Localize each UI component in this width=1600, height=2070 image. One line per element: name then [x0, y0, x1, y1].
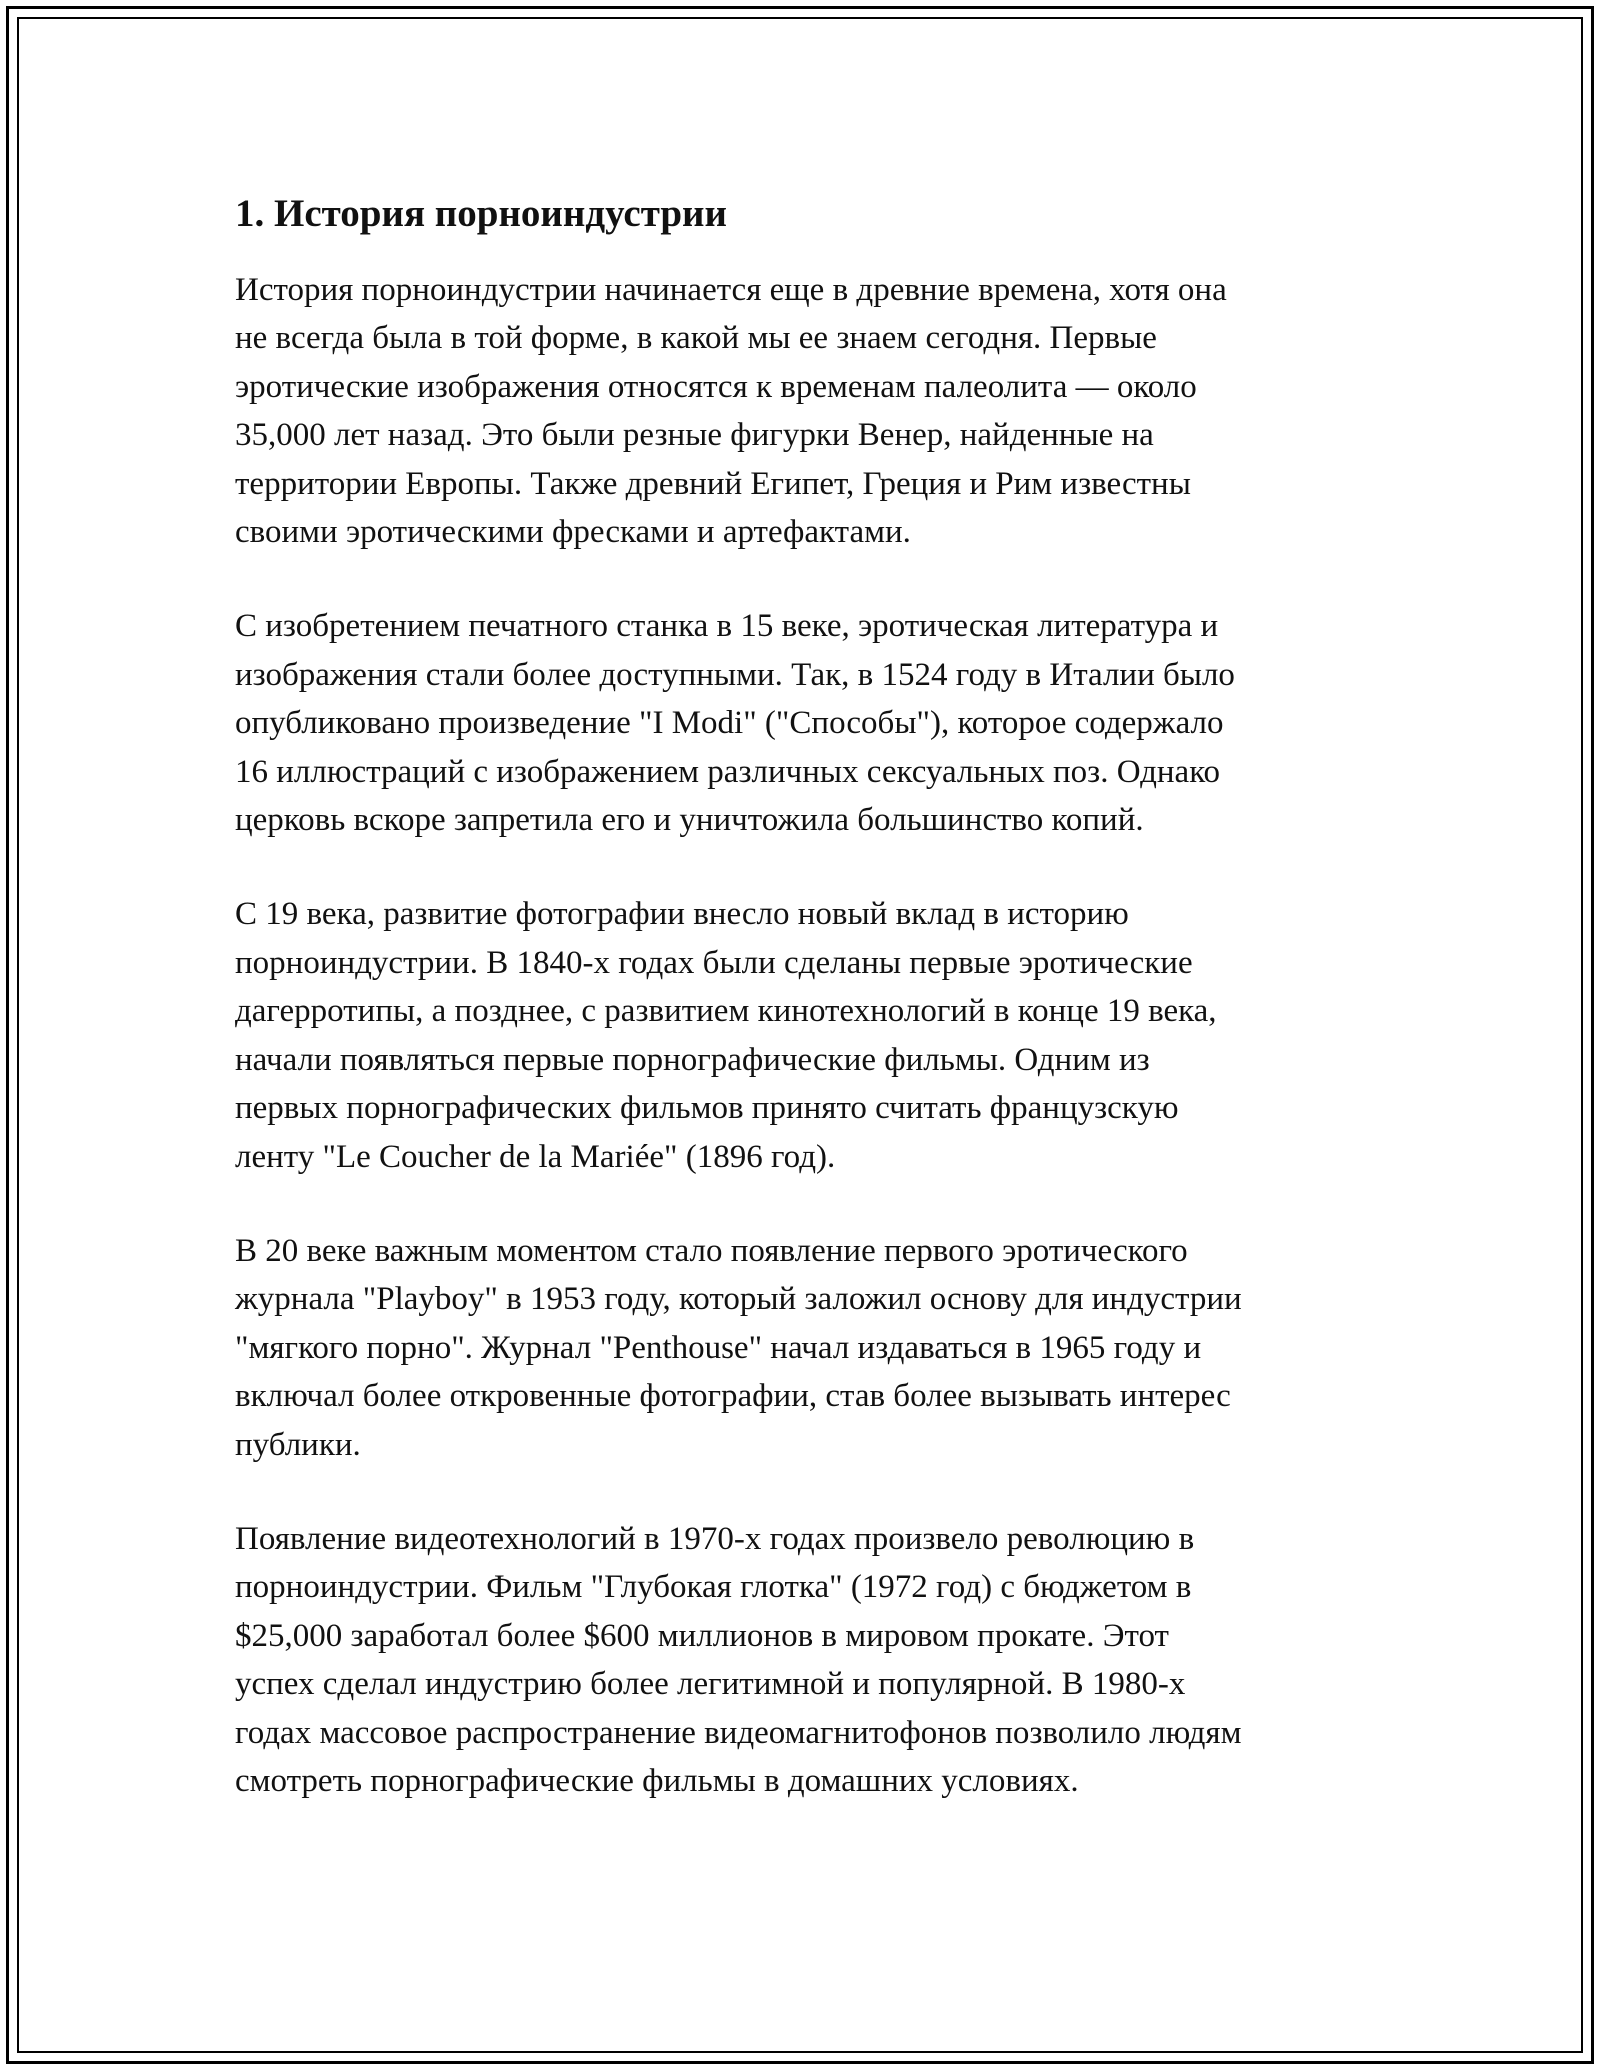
paragraph-line: ленту "Le Coucher de la Mariée" (1896 год). — [235, 1138, 836, 1175]
paragraph-1 — [235, 266, 1385, 556]
paragraph-line: территории Европы. Также древний Египет, Греция и Рим известны — [235, 465, 1191, 502]
paragraph-line: смотреть порнографические фильмы в домашних условиях. — [235, 1762, 1079, 1799]
paragraph-line: церковь вскоре запретила его и уничтожила большинство копий. — [235, 802, 1144, 839]
paragraph-line: первых порнографических фильмов принято считать французскую — [235, 1090, 1179, 1127]
paragraph-line: порноиндустрии. В 1840-х годах были сделаны первые эротические — [235, 944, 1193, 981]
paragraph-line: успех сделал индустрию более легитимной и популярной. В 1980-х — [235, 1666, 1186, 1703]
document-body — [235, 188, 1385, 1851]
paragraph-line: С изобретением печатного станка в 15 веке, эротическая литература и — [235, 608, 1219, 645]
paragraph-line: 16 иллюстраций с изображением различных сексуальных поз. Однако — [235, 753, 1221, 790]
paragraph-line: порноиндустрии. Фильм "Глубокая глотка" (1972 год) с бюджетом в — [235, 1569, 1192, 1606]
paragraph-line: В 20 веке важным моментом стало появление первого эротического — [235, 1232, 1188, 1269]
paragraph-line: журнала "Playboy" в 1953 году, который заложил основу для индустрии — [235, 1281, 1242, 1318]
paragraph-line: "мягкого порно". Журнал "Penthouse" начал издаваться в 1965 году и — [235, 1329, 1202, 1366]
paragraph-line: $25,000 заработал более $600 миллионов в мировом прокате. Этот — [235, 1617, 1169, 1654]
paragraph-5 — [235, 1515, 1385, 1805]
paragraph-line: годах массовое распространение видеомагнитофонов позволило людям — [235, 1714, 1242, 1751]
paragraph-line: своими эротическими фресками и артефактами. — [235, 514, 911, 551]
paragraph-line: 35,000 лет назад. Это были резные фигурки Венер, найденные на — [235, 417, 1154, 454]
paragraph-line: С 19 века, развитие фотографии внесло новый вклад в историю — [235, 896, 1129, 933]
paragraph-line: изображения стали более доступными. Так, в 1524 году в Италии было — [235, 656, 1235, 693]
paragraph-line: опубликовано произведение "I Modi" ("Способы"), которое содержало — [235, 705, 1224, 742]
paragraph-line: Появление видеотехнологий в 1970-х годах произвело революцию в — [235, 1520, 1195, 1557]
paragraph-line: публики. — [235, 1426, 361, 1463]
section-title: 1. История порноиндустрии — [235, 192, 727, 235]
paragraph-line: дагерротипы, а позднее, с развитием кинотехнологий в конце 19 века, — [235, 993, 1217, 1030]
paragraph-line: эротические изображения относятся к временам палеолита — около — [235, 368, 1197, 405]
paragraph-2 — [235, 602, 1385, 844]
paragraph-4 — [235, 1227, 1385, 1469]
paragraph-line: История порноиндустрии начинается еще в древние времена, хотя она — [235, 272, 1227, 308]
paragraph-line: начали появляться первые порнографические фильмы. Одним из — [235, 1041, 1150, 1078]
paragraph-line: не всегда была в той форме, в какой мы ее знаем сегодня. Первые — [235, 320, 1157, 357]
paragraph-line: включал более откровенные фотографии, став более вызывать интерес — [235, 1378, 1231, 1415]
paragraph-3 — [235, 890, 1385, 1180]
